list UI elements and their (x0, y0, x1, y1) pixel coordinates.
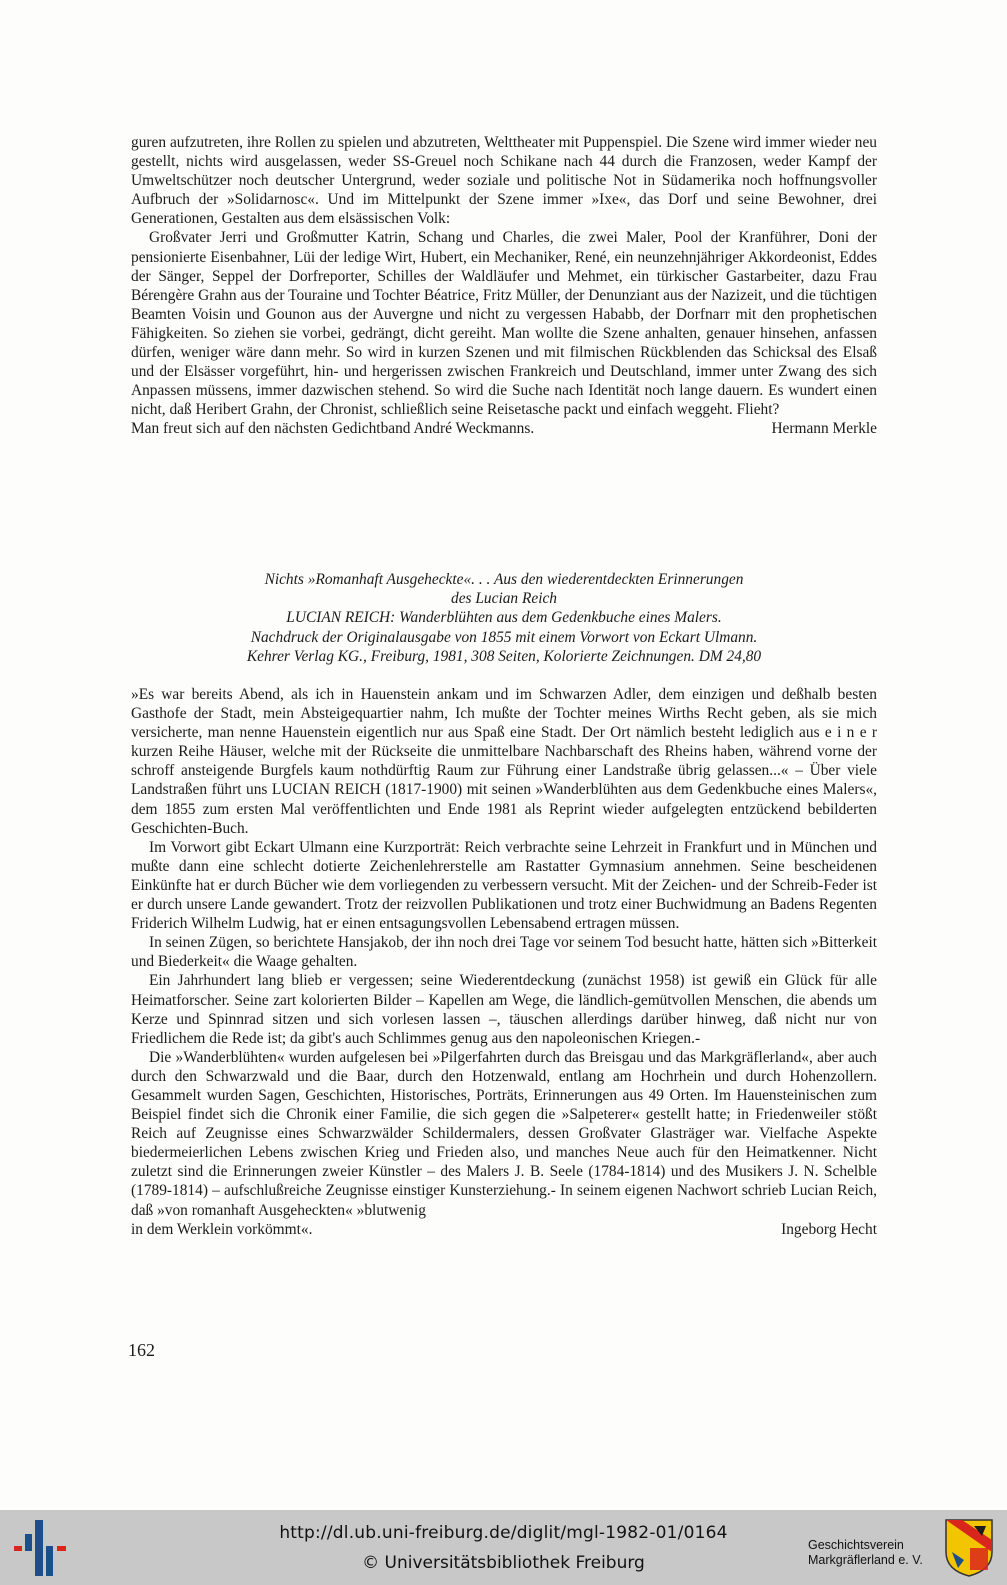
heading-line: Nichts »Romanhaft Ausgeheckte«. . . Aus den wiederentdeckten Erinnerungen (264, 571, 744, 588)
paragraph: Im Vorwort gibt Eckart Ulmann eine Kurzporträt: Reich verbrachte seine Lehrzeit in Frankfurt und in München und mußte dann eine schlecht dotierte Zeichenlehrerstelle am Rastatter Gymnasium annehmen. Seine bescheidenen Einkünfte hat er durch Bücher wie dem vorliegenden zu verbessern versucht. Mit der Zeichen- und der Schreib-Feder ist er durch unsere Lande gewandert. Trotz der reizvollen Publikationen und trotz einer Buchwidmung an Badens Regenten Friderich Wilhelm Ludwig, hat er einen entsagungsvollen Lebensabend ertragen müssen. (131, 838, 877, 933)
page-number: 162 (128, 1340, 155, 1360)
heading-line: des Lucian Reich (451, 590, 557, 608)
society-line: Markgräflerland e. V. (808, 1553, 923, 1567)
review-hecht (131, 685, 877, 1239)
paragraph: Großvater Jerri und Großmutter Katrin, Schang und Charles, die zwei Maler, Pool der Kranführer, Doni der pensionierte Eisenbahner, Lüi der ledige Wirt, Hubert, ein Mechaniker, René, ein neunzehnjähriger Akkordeonist, Eddes der Sänger, Seppel der Dorfreporter, Schilles der Waldläufer und Mehmet, ein türkischer Gastarbeiter, dazu Frau Bérengère Grahn aus der Touraine und Tochter Béatrice, Fritz Müller, der Denunziant aus der Nazizeit, und die tüchtigen Beamten Voisin und Gounon aus der Auvergne und nicht zu vergessen Hababb, der Dorfnarr mit den prophetischen Fähigkeiten. So ziehen sie vorbei, gedrängt, dicht gereiht. Man wollte die Szene anhalten, genauer hinsehen, anfassen dürfen, weniger wäre dann mehr. So wird in kurzen Szenen und mit filmischen Rückblenden das Schicksal des Elsaß und der Elsässer vorgeführt, hin- und hergerissen zwischen Frankreich und Deutschland, immer unter Zwang des sich Anpassen müssens, immer dazwischen stehend. So wird die Suche nach Identität noch lange dauern. Es wundert einen nicht, daß Heribert Grahn, der Chronist, schließlich seine Reisetasche packt und einfach weggeht. Flieht? (131, 229, 877, 419)
review-heading (131, 570, 877, 666)
paragraph: »Es war bereits Abend, als ich in Hauenstein ankam und im Schwarzen Adler, dem einzigen und deßhalb besten Gasthofe der Stadt, mein Absteigequartier nahm, Ich mußte der Tochter meines Wirths Recht geben, als sie mich versicherte, man nenne Hauenstein eigentlich nur aus Spaß eine Stadt. Der Ort nämlich besteht lediglich aus e i n e r kurzen Reihe Häuser, welche mit der Rückseite die unmittelbare Nachbarschaft des Rheins haben, während vorne der schroff ansteigende Burgfels kaum nothdürftig Raum zur Führung einer Landstraße übrig gelassen...« – Über viele Landstraßen führt uns LUCIAN REICH (1817-1900) mit seinen »Wanderblühten aus dem Gedenkbuche eines Malers«, dem 1855 zum ersten Mal veröffentlichten und Ende 1981 als Reprint wieder aufgelegten entzückend bebilderten Geschichten-Buch. (131, 686, 877, 837)
paragraph: In seinen Zügen, so berichtete Hansjakob, der ihn noch drei Tage vor seinem Tod besucht hatte, hätten sich »Bitterkeit und Biederkeit« die Waage gehalten. (131, 934, 877, 971)
closing-line (131, 1220, 877, 1239)
footer-bar (0, 1510, 1007, 1585)
coat-of-arms-icon (944, 1518, 994, 1578)
review-merkle (131, 133, 877, 439)
society-name (808, 1538, 923, 1568)
paragraph: Ein Jahrhundert lang blieb er vergessen; seine Wiederentdeckung (zunächst 1958) ist gewiß ein Glück für alle Heimatforscher. Seine zart kolorierten Bilder – Kapellen am Wege, die ländlich-gemütvollen Menschen, die abends um Kerze und Spinnrad sitzen und sich vorlesen lassen –, täuschen allerdings darüber hinweg, daß nicht nur von Friedlichem die Rede ist; da gibt's auch Schlimmes genug aus den napoleonischen Kriegen.- (131, 972, 877, 1047)
document-url-link[interactable]: http://dl.ub.uni-freiburg.de/diglit/mgl-1982-01/0164 (279, 1523, 728, 1543)
heading-line: Kehrer Verlag KG., Freiburg, 1981, 308 Seiten, Kolorierte Zeichnungen. DM 24,80 (246, 647, 762, 665)
author-signature: Hermann Merkle (771, 420, 877, 438)
closing-sentence: in dem Werklein vorkömmt«. (131, 1220, 313, 1238)
heading-line: Nachdruck der Originalausgabe von 1855 mit einem Vorwort von Eckart Ulmann. (250, 628, 758, 646)
society-line: Geschichtsverein (808, 1538, 904, 1552)
closing-line (131, 419, 877, 438)
paragraph: guren aufzutreten, ihre Rollen zu spielen und abzutreten, Welttheater mit Puppenspiel. Die Szene wird immer wieder neu gestellt, nichts wird ausgelassen, weder SS-Greuel noch Schikane nach 44 durch die Franzosen, weder Kampf der Umweltschützer noch deutscher Untergrund, weder soziale und politische Not in Südamerika noch hoffnungsvoller Aufbruch der »Solidarnosc«. Und im Mittelpunkt der Szene immer »Ixe«, das Dorf und seine Bewohner, drei Generationen, Gestalten aus dem elsässischen Volk: (131, 134, 877, 228)
heading-line: LUCIAN REICH: Wanderblühten aus dem Gedenkbuche eines Malers. (286, 609, 722, 627)
author-signature: Ingeborg Hecht (781, 1220, 877, 1238)
copyright-notice: © Universitätsbibliothek Freiburg (362, 1553, 645, 1573)
paragraph: Die »Wanderblühten« wurden aufgelesen bei »Pilgerfahrten durch das Breisgau und das Markgräflerland«, aber auch durch den Schwarzwald und die Baar, durch den Hotzenwald, entlang am Hochrhein und durch Hohenzollern. Gesammelt wurden Sagen, Geschichten, Historisches, Porträts, Erinnerungen aus 49 Orten. Im Hauensteinischen zum Beispiel findet sich die Chronik einer Familie, die sich gegen die »Salpeterer« gestellt hatte; in Friedenweiler stößt Reich auf Zeugnisse eines Schwarzwälder Schildermalers, dessen Großvater Glasträger war. Vielfache Aspekte biedermeierlichen Lebens zwischen Krieg und Frieden also, und manches Neue auch für den Heimatkenner. Nicht zuletzt sind die Erinnerungen zweier Künstler – des Malers J. B. Seele (1784-1814) und des Musikers J. N. Schelble (1789-1814) – aufschlußreiche Zeugnisse einstiger Kunsterziehung.- In seinem eigenen Nachwort schrieb Lucian Reich, daß »von romanhaft Ausgeheckten« »blutwenig (131, 1048, 877, 1219)
closing-sentence: Man freut sich auf den nächsten Gedichtband André Weckmanns. (131, 420, 535, 438)
